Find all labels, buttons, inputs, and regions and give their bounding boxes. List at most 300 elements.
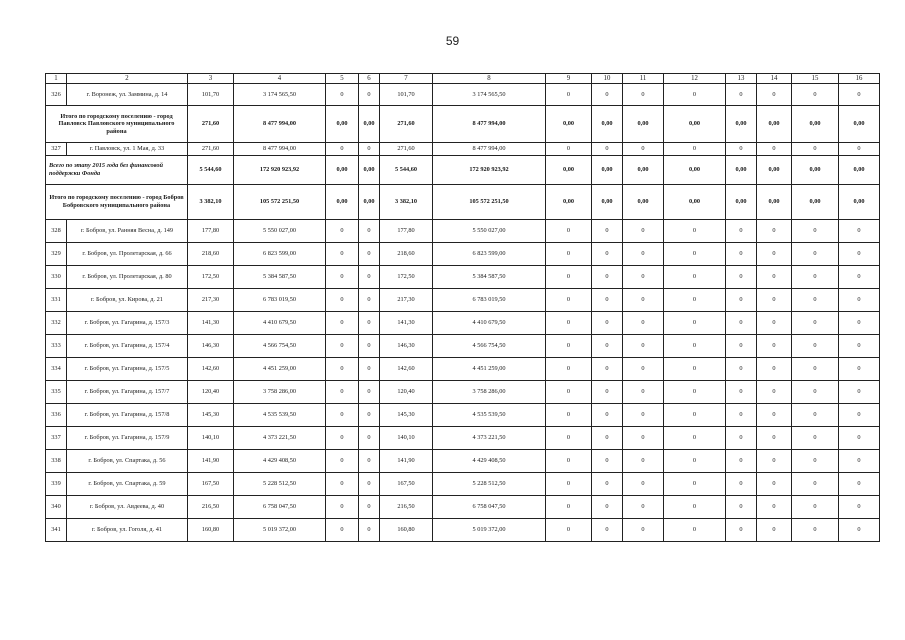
value-cell: 141,90 [380,450,433,473]
row-number-cell: 341 [46,519,67,542]
value-cell: 140,10 [380,427,433,450]
value-cell: 105 572 251,50 [433,185,546,220]
address-cell: г. Бобров, ул. Гоголя, д. 41 [67,519,188,542]
address-cell: г. Бобров, ул. Гагарина, д. 157/3 [67,312,188,335]
page-number: 59 [445,34,460,48]
value-cell: 0 [623,473,664,496]
value-cell: 4 535 539,50 [234,404,326,427]
address-cell: г. Бобров, ул. Гагарина, д. 157/8 [67,404,188,427]
value-cell: 0 [726,473,757,496]
row-number-cell: 329 [46,243,67,266]
value-cell: 0 [546,496,592,519]
value-cell: 0 [359,335,380,358]
address-cell: г. Бобров, ул. Гагарина, д. 157/7 [67,381,188,404]
value-cell: 3 174 565,50 [234,84,326,106]
value-cell: 0 [757,496,792,519]
value-cell: 0,00 [839,156,880,185]
value-cell: 5 019 372,00 [234,519,326,542]
value-cell: 0 [623,266,664,289]
value-cell: 0 [623,404,664,427]
value-cell: 0,00 [546,106,592,143]
value-cell: 0 [792,473,839,496]
subtotal-row [46,156,880,185]
column-number: 15 [792,74,839,84]
value-cell: 0 [664,84,726,106]
value-cell: 0,00 [839,185,880,220]
row-number-cell: 331 [46,289,67,312]
value-cell: 0 [839,143,880,156]
value-cell: 0 [592,381,623,404]
row-number-cell: 338 [46,450,67,473]
column-number: 5 [326,74,359,84]
value-cell: 8 477 994,00 [234,143,326,156]
value-cell: 0 [726,358,757,381]
value-cell: 4 373 221,50 [234,427,326,450]
value-cell: 0 [359,220,380,243]
value-cell: 6 758 047,50 [433,496,546,519]
value-cell: 0 [546,335,592,358]
column-number: 4 [234,74,326,84]
value-cell: 0 [839,243,880,266]
value-cell: 0 [664,427,726,450]
value-cell: 0 [546,404,592,427]
row-number-cell: 327 [46,143,67,156]
value-cell: 4 535 539,50 [433,404,546,427]
value-cell: 0 [726,243,757,266]
value-cell: 0,00 [623,106,664,143]
value-cell: 5 228 512,50 [433,473,546,496]
value-cell: 0,00 [326,156,359,185]
value-cell: 4 566 754,50 [234,335,326,358]
value-cell: 0 [792,519,839,542]
value-cell: 0 [757,473,792,496]
column-number: 9 [546,74,592,84]
column-number: 8 [433,74,546,84]
value-cell: 271,60 [188,143,234,156]
value-cell: 0 [839,84,880,106]
address-cell: г. Бобров, ул. Гагарина, д. 157/4 [67,335,188,358]
value-cell: 0 [839,266,880,289]
column-number: 1 [46,74,67,84]
value-cell: 0 [326,427,359,450]
value-cell: 0 [839,450,880,473]
value-cell: 0 [623,143,664,156]
value-cell: 0,00 [546,156,592,185]
table-body [46,74,880,542]
value-cell: 0 [326,473,359,496]
value-cell: 120,40 [188,381,234,404]
value-cell: 0 [664,519,726,542]
value-cell: 0 [592,404,623,427]
value-cell: 0 [623,243,664,266]
table-row [46,312,880,335]
value-cell: 0,00 [359,185,380,220]
value-cell: 0 [839,496,880,519]
value-cell: 0 [839,381,880,404]
table-row [46,243,880,266]
value-cell: 0 [546,381,592,404]
value-cell: 216,50 [188,496,234,519]
value-cell: 0,00 [792,106,839,143]
value-cell: 0 [326,335,359,358]
value-cell: 0 [792,266,839,289]
value-cell: 0 [664,473,726,496]
table-row [46,427,880,450]
value-cell: 0 [623,358,664,381]
value-cell: 0 [326,243,359,266]
value-cell: 0,00 [592,106,623,143]
value-cell: 0 [359,381,380,404]
housing-register-table [45,73,880,542]
value-cell: 0 [326,519,359,542]
column-number: 3 [188,74,234,84]
value-cell: 0 [726,266,757,289]
value-cell: 0 [664,496,726,519]
value-cell: 0 [623,289,664,312]
value-cell: 101,70 [380,84,433,106]
value-cell: 0 [592,143,623,156]
value-cell: 0 [757,358,792,381]
column-number: 16 [839,74,880,84]
value-cell: 5 544,60 [188,156,234,185]
row-number-cell: 332 [46,312,67,335]
value-cell: 0 [546,84,592,106]
address-cell: г. Бобров, ул. Спартака, д. 56 [67,450,188,473]
column-number: 7 [380,74,433,84]
value-cell: 0 [839,519,880,542]
value-cell: 0 [757,404,792,427]
value-cell: 0 [546,266,592,289]
value-cell: 177,80 [380,220,433,243]
address-cell: г. Бобров, ул. Гагарина, д. 157/5 [67,358,188,381]
value-cell: 0 [757,220,792,243]
value-cell: 0,00 [664,106,726,143]
value-cell: 6 783 019,50 [433,289,546,312]
value-cell: 0 [546,220,592,243]
value-cell: 0 [359,496,380,519]
value-cell: 0 [592,496,623,519]
value-cell: 0 [592,358,623,381]
value-cell: 0,00 [726,106,757,143]
value-cell: 0 [359,519,380,542]
value-cell: 0 [839,312,880,335]
value-cell: 0,00 [839,106,880,143]
value-cell: 0 [359,243,380,266]
value-cell: 167,50 [188,473,234,496]
value-cell: 4 429 408,50 [433,450,546,473]
value-cell: 0 [326,84,359,106]
value-cell: 0 [546,289,592,312]
value-cell: 4 451 259,00 [234,358,326,381]
value-cell: 141,90 [188,450,234,473]
value-cell: 0,00 [546,185,592,220]
value-cell: 217,30 [380,289,433,312]
value-cell: 0 [664,404,726,427]
value-cell: 4 429 408,50 [234,450,326,473]
address-cell: г. Павловск, ул. 1 Мая, д. 33 [67,143,188,156]
value-cell: 0,00 [592,185,623,220]
value-cell: 140,10 [188,427,234,450]
value-cell: 101,70 [188,84,234,106]
value-cell: 0 [757,266,792,289]
row-number-cell: 336 [46,404,67,427]
value-cell: 0 [546,143,592,156]
value-cell: 145,30 [380,404,433,427]
value-cell: 0 [792,496,839,519]
value-cell: 0 [792,84,839,106]
value-cell: 0 [726,496,757,519]
value-cell: 146,30 [380,335,433,358]
address-cell: г. Бобров, ул. Ранняя Весна, д. 149 [67,220,188,243]
column-number: 10 [592,74,623,84]
value-cell: 0 [359,266,380,289]
value-cell: 0 [792,335,839,358]
value-cell: 0 [839,335,880,358]
value-cell: 4 373 221,50 [433,427,546,450]
value-cell: 160,80 [380,519,433,542]
value-cell: 0 [726,404,757,427]
value-cell: 0 [792,220,839,243]
value-cell: 0,00 [757,106,792,143]
column-number: 12 [664,74,726,84]
value-cell: 3 758 286,00 [234,381,326,404]
value-cell: 0 [726,312,757,335]
value-cell: 3 174 565,50 [433,84,546,106]
value-cell: 5 384 587,50 [234,266,326,289]
value-cell: 0 [359,143,380,156]
column-number: 11 [623,74,664,84]
value-cell: 0 [792,312,839,335]
value-cell: 0 [326,450,359,473]
value-cell: 5 550 027,00 [234,220,326,243]
value-cell: 3 382,10 [188,185,234,220]
value-cell: 218,60 [188,243,234,266]
value-cell: 0 [792,427,839,450]
value-cell: 0 [757,381,792,404]
table-row [46,496,880,519]
subtotal-label: Всего по этапу 2015 года без финансовой поддержки Фонда [46,156,188,185]
table-row [46,220,880,243]
value-cell: 0 [726,450,757,473]
value-cell: 271,60 [380,143,433,156]
value-cell: 0 [623,220,664,243]
value-cell: 0 [592,473,623,496]
value-cell: 217,30 [188,289,234,312]
value-cell: 0 [757,243,792,266]
value-cell: 0 [664,358,726,381]
value-cell: 0 [757,289,792,312]
value-cell: 0,00 [359,106,380,143]
value-cell: 0,00 [792,185,839,220]
table-row [46,473,880,496]
value-cell: 271,60 [380,106,433,143]
value-cell: 0 [664,289,726,312]
value-cell: 0 [792,243,839,266]
value-cell: 0 [839,427,880,450]
value-cell: 172,50 [380,266,433,289]
row-number-cell: 326 [46,84,67,106]
value-cell: 0 [623,335,664,358]
value-cell: 0 [757,450,792,473]
value-cell: 0 [326,496,359,519]
value-cell: 0 [592,220,623,243]
value-cell: 4 566 754,50 [433,335,546,358]
value-cell: 0 [726,220,757,243]
value-cell: 5 550 027,00 [433,220,546,243]
value-cell: 0 [326,381,359,404]
value-cell: 0,00 [757,156,792,185]
row-number-cell: 334 [46,358,67,381]
value-cell: 0 [757,519,792,542]
value-cell: 0 [546,427,592,450]
value-cell: 0 [664,312,726,335]
value-cell: 0 [664,220,726,243]
address-cell: г. Бобров, ул. Пролетарская, д. 80 [67,266,188,289]
value-cell: 0 [726,289,757,312]
value-cell: 0 [757,427,792,450]
value-cell: 0 [792,450,839,473]
value-cell: 0 [792,381,839,404]
value-cell: 0 [839,404,880,427]
subtotal-row [46,106,880,143]
value-cell: 0 [592,312,623,335]
table-row [46,84,880,106]
value-cell: 0 [623,312,664,335]
value-cell: 5 544,60 [380,156,433,185]
value-cell: 3 758 286,00 [433,381,546,404]
value-cell: 0 [757,143,792,156]
value-cell: 8 477 994,00 [433,106,546,143]
value-cell: 172,50 [188,266,234,289]
value-cell: 8 477 994,00 [234,106,326,143]
value-cell: 120,40 [380,381,433,404]
value-cell: 0 [726,427,757,450]
value-cell: 105 572 251,50 [234,185,326,220]
table-row [46,381,880,404]
value-cell: 5 384 587,50 [433,266,546,289]
value-cell: 0 [792,404,839,427]
subtotal-row [46,185,880,220]
value-cell: 160,80 [188,519,234,542]
value-cell: 0 [592,335,623,358]
value-cell: 0 [839,289,880,312]
value-cell: 0 [792,289,839,312]
value-cell: 0 [726,335,757,358]
value-cell: 0 [664,335,726,358]
value-cell: 142,60 [188,358,234,381]
value-cell: 0 [664,266,726,289]
value-cell: 0,00 [359,156,380,185]
column-number-row [46,74,880,84]
value-cell: 218,60 [380,243,433,266]
value-cell: 0 [546,312,592,335]
value-cell: 3 382,10 [380,185,433,220]
address-cell: г. Бобров, ул. Спартака, д. 59 [67,473,188,496]
value-cell: 0 [326,404,359,427]
value-cell: 0 [546,358,592,381]
row-number-cell: 339 [46,473,67,496]
table-row [46,358,880,381]
value-cell: 0 [664,381,726,404]
value-cell: 6 783 019,50 [234,289,326,312]
value-cell: 0 [592,266,623,289]
value-cell: 145,30 [188,404,234,427]
value-cell: 0,00 [726,156,757,185]
value-cell: 0 [592,243,623,266]
value-cell: 0,00 [792,156,839,185]
value-cell: 141,30 [380,312,433,335]
column-number: 6 [359,74,380,84]
value-cell: 0 [623,381,664,404]
table-row [46,335,880,358]
value-cell: 0 [359,450,380,473]
row-number-cell: 337 [46,427,67,450]
address-cell: г. Бобров, ул. Пролетарская, д. 66 [67,243,188,266]
value-cell: 0 [359,312,380,335]
column-number: 13 [726,74,757,84]
value-cell: 0 [839,473,880,496]
value-cell: 0 [546,473,592,496]
value-cell: 0 [359,84,380,106]
value-cell: 0 [592,84,623,106]
value-cell: 0 [546,243,592,266]
table-row [46,519,880,542]
value-cell: 0,00 [623,185,664,220]
value-cell: 0 [757,335,792,358]
table-row [46,450,880,473]
value-cell: 0 [726,143,757,156]
value-cell: 0 [623,84,664,106]
value-cell: 0,00 [623,156,664,185]
value-cell: 0 [326,220,359,243]
value-cell: 0 [592,427,623,450]
value-cell: 0 [359,404,380,427]
value-cell: 5 228 512,50 [234,473,326,496]
value-cell: 0 [326,143,359,156]
value-cell: 0 [623,496,664,519]
table-row [46,266,880,289]
value-cell: 0 [726,519,757,542]
value-cell: 0 [359,473,380,496]
value-cell: 141,30 [188,312,234,335]
row-number-cell: 335 [46,381,67,404]
table-row [46,143,880,156]
address-cell: г. Бобров, ул. Авдеева, д. 40 [67,496,188,519]
value-cell: 0 [359,358,380,381]
value-cell: 216,50 [380,496,433,519]
address-cell: г. Бобров, ул. Гагарина, д. 157/9 [67,427,188,450]
subtotal-label: Итого по городскому поселению - город Бобров Бобровского муниципального района [46,185,188,220]
value-cell: 0 [326,266,359,289]
value-cell: 0 [359,427,380,450]
value-cell: 0,00 [326,185,359,220]
value-cell: 0 [792,358,839,381]
value-cell: 0 [592,450,623,473]
value-cell: 0 [623,427,664,450]
value-cell: 4 410 679,50 [433,312,546,335]
address-cell: г. Бобров, ул. Кирова, д. 21 [67,289,188,312]
value-cell: 4 451 259,00 [433,358,546,381]
value-cell: 0 [546,450,592,473]
value-cell: 0 [757,312,792,335]
value-cell: 0,00 [592,156,623,185]
value-cell: 6 823 599,00 [433,243,546,266]
value-cell: 0 [326,312,359,335]
value-cell: 146,30 [188,335,234,358]
value-cell: 0 [726,381,757,404]
value-cell: 142,60 [380,358,433,381]
value-cell: 0 [664,143,726,156]
